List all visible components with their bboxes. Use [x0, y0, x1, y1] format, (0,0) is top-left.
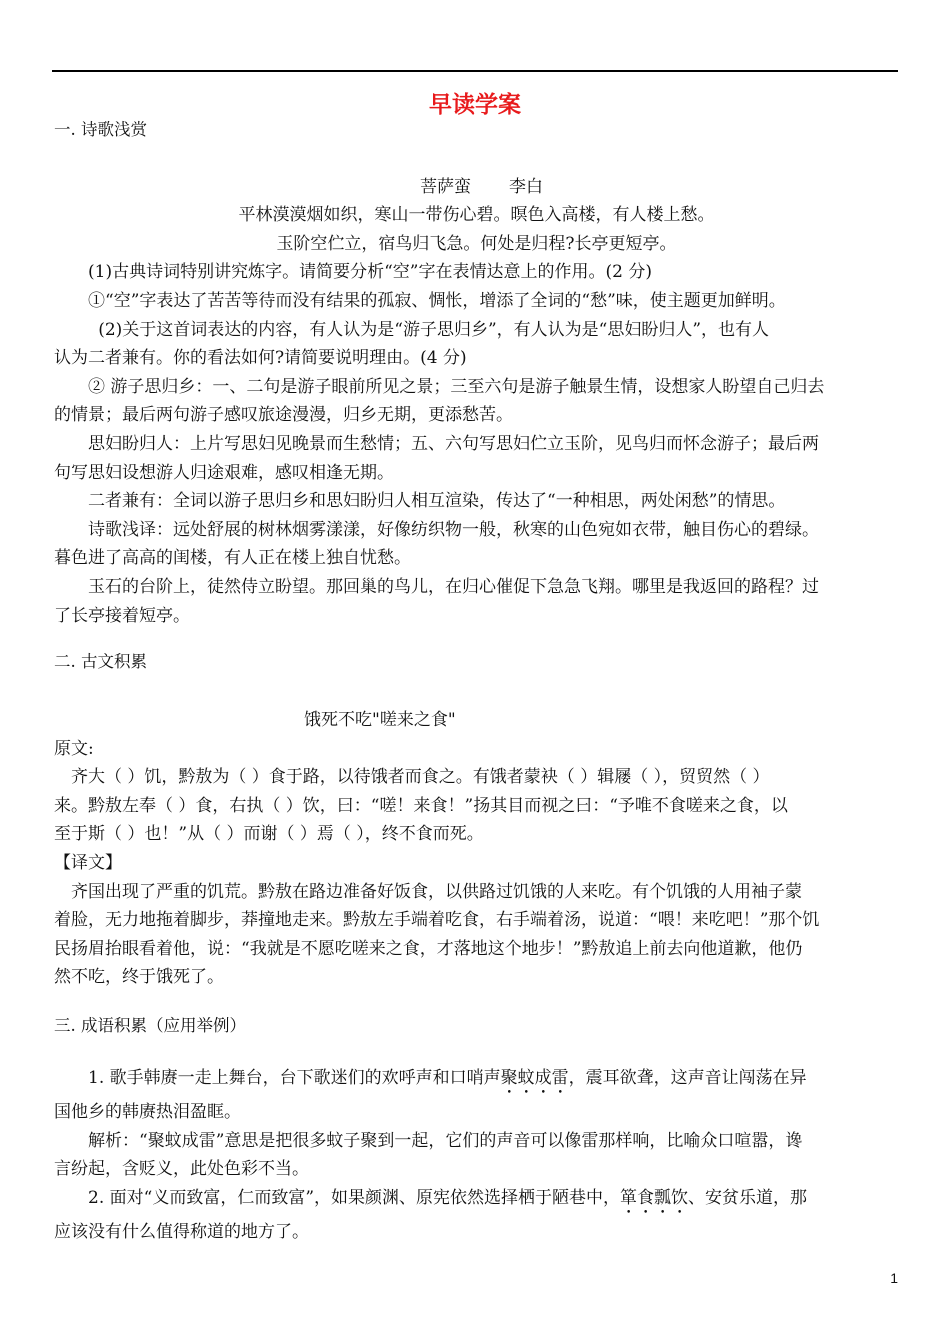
answer-3: 思妇盼归人：上片写思妇见晚景而生愁情；五、六句写思妇伫立玉阶，见鸟归而怀念游子；最后两	[88, 433, 819, 454]
example-text: 2. 面对“义而致富，仁而致富”，如果颜渊、原宪依然选择栖于陋巷中，	[88, 1187, 621, 1208]
answer-4: 二者兼有：全词以游子思归乡和思妇盼归人相互渲染，传达了“一种相思，两处闲愁”的情思。	[88, 491, 786, 512]
idiom-example-2	[54, 1184, 899, 1218]
example-text: ，震耳欲聋，这声音让闯荡在异	[568, 1068, 807, 1089]
translation-text-cont: 然不吃，终于饿死了。	[54, 967, 224, 988]
idiom-highlight: 聚蚊成雷	[500, 1068, 569, 1089]
answer-2: ② 游子思归乡：一、二句是游子眼前所见之景；三至六句是游子触景生情，设想家人盼望自己归去	[88, 376, 825, 397]
original-text-cont: 至于斯（ ）也！”从（ ）而谢（ ）焉（ ），终不食而死。	[54, 824, 484, 845]
spacer	[54, 144, 899, 173]
spacer	[54, 676, 899, 706]
spacer	[54, 1040, 899, 1064]
spacer	[54, 992, 899, 1012]
question-2-cont: 认为二者兼有。你的看法如何?请简要说明理由。(4 分)	[54, 348, 467, 369]
poem-translation-cont: 暮色进了高高的闺楼，有人正在楼上独自忧愁。	[54, 548, 411, 569]
section-heading-poetry: 一. 诗歌浅赏	[54, 120, 147, 139]
poem-line: 平林漠漠烟如织，寒山一带伤心碧。暝色入高楼，有人楼上愁。	[238, 205, 715, 226]
translation-text: 齐国出现了严重的饥荒。黔敖在路边准备好饭食，以供路过饥饿的人来吃。有个饥饿的人用袖子蒙	[71, 881, 802, 902]
question-2: (2)关于这首词表达的内容，有人认为是“游子思归乡”，有人认为是“思妇盼归人”，也有人	[98, 319, 770, 340]
poem-title-line	[54, 173, 899, 202]
translation-text-cont: 着脸，无力地拖着脚步，莽撞地走来。黔敖左手端着吃食，右手端着汤，说道：“喂！来吃吧！”那个饥	[54, 910, 820, 931]
original-text-cont: 来。黔敖左奉（ ）食，右执（ ）饮，曰：“嗟！来食！”扬其目而视之曰：“予唯不食嗟来之食，以	[54, 795, 788, 816]
poem-translation-2: 玉石的台阶上，徒然侍立盼望。那回巢的鸟儿，在归心催促下急急飞翔。哪里是我返回的路程？过	[88, 576, 819, 597]
idiom-example-1-cont: 国他乡的韩赓热泪盈眶。	[54, 1102, 241, 1123]
poem-author: 李白	[509, 176, 543, 197]
page-number: 1	[890, 1270, 898, 1286]
answer-3-cont: 句写思妇设想游人归途艰难，感叹相逢无期。	[54, 462, 394, 483]
document-body	[54, 116, 899, 1246]
header-rule	[52, 70, 898, 72]
poem-translation-2-cont: 了长亭接着短亭。	[54, 605, 190, 626]
answer-2-cont: 的情景；最后两句游子感叹旅途漫漫，归乡无期，更添愁苦。	[54, 405, 513, 426]
poem-title: 菩萨蛮	[420, 176, 471, 197]
idiom-analysis-1: 解析：“聚蚊成雷”意思是把很多蚊子聚到一起，它们的声音可以像雷那样响，比喻众口喧嚣，谗	[88, 1130, 803, 1151]
idiom-example-2-cont: 应该没有什么值得称道的地方了。	[54, 1221, 309, 1242]
section-heading-classical: 二. 古文积累	[54, 652, 147, 672]
spacer	[54, 630, 899, 648]
original-text: 齐大（ ）饥，黔敖为（ ）食于路，以待饿者而食之。有饿者蒙袂（ ）辑屦（ ），贸贸然（ ）	[71, 767, 770, 788]
idiom-analysis-1-cont: 言纷起，含贬义，此处色彩不当。	[54, 1159, 309, 1180]
answer-1: ①“空”字表达了苦苦等待而没有结果的孤寂、惆怅，增添了全词的“愁”味，使主题更加鲜明。	[88, 290, 786, 311]
translation-text-cont: 民扬眉抬眼看着他，说：“我就是不愿吃嗟来之食，才落地这个地步！”黔敖追上前去向他道歉，他仍	[54, 938, 803, 959]
example-text: 、安贫乐道，那	[688, 1187, 808, 1208]
section-heading-idioms: 三. 成语积累（应用举例）	[54, 1016, 246, 1036]
story-title: 饿死不吃"嗟来之食"	[304, 710, 456, 731]
original-label: 原文:	[54, 738, 94, 759]
poem-line: 玉阶空伫立，宿鸟归飞急。何处是归程?长亭更短亭。	[276, 233, 677, 254]
idiom-highlight: 箪食瓢饮	[620, 1187, 689, 1208]
poem-translation: 诗歌浅译：远处舒展的树林烟雾漾漾，好像纺织物一般，秋寒的山色宛如衣带，触目伤心的碧绿。	[88, 519, 819, 540]
translation-label: 【译文】	[54, 853, 122, 874]
document-title: 早读学案	[429, 92, 521, 118]
example-text: 1. 歌手韩赓一走上舞台，台下歌迷们的欢呼声和口哨声	[88, 1068, 501, 1089]
question-1: (1)古典诗词特别讲究炼字。请简要分析“空”字在表情达意上的作用。(2 分)	[88, 262, 652, 283]
idiom-example-1	[54, 1064, 899, 1098]
